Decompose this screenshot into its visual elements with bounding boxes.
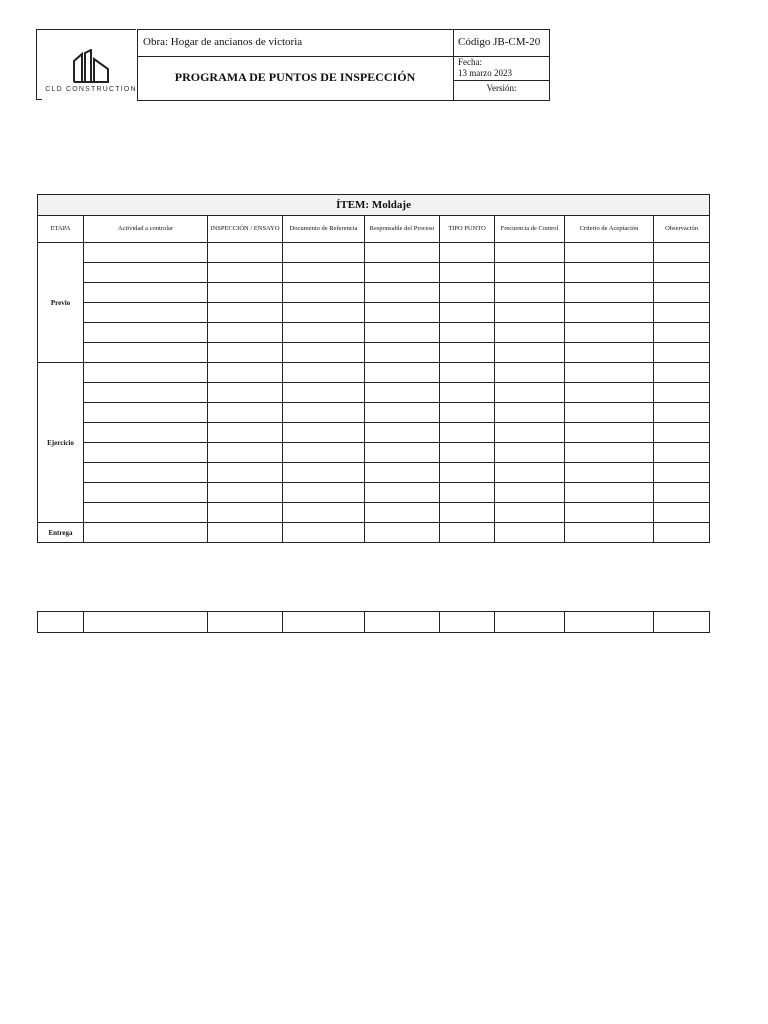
table-cell[interactable] bbox=[84, 403, 208, 423]
table-cell[interactable] bbox=[565, 403, 654, 423]
table-cell[interactable] bbox=[565, 363, 654, 383]
table-cell[interactable] bbox=[84, 423, 208, 443]
column-header: INSPECCIÓN / ENSAYO bbox=[208, 216, 283, 243]
table-cell[interactable] bbox=[565, 503, 654, 523]
table-cell[interactable] bbox=[495, 343, 565, 363]
column-header: Documento de Referencia bbox=[283, 216, 365, 243]
table-cell[interactable] bbox=[208, 363, 283, 383]
table-cell[interactable] bbox=[283, 483, 365, 503]
version-label: Versión: bbox=[486, 83, 517, 93]
table-cell[interactable] bbox=[440, 503, 495, 523]
table-cell[interactable] bbox=[208, 243, 283, 263]
table-cell[interactable] bbox=[208, 283, 283, 303]
logo-border-top bbox=[36, 29, 136, 30]
stage-label: Ejercicio bbox=[38, 363, 84, 523]
table-cell[interactable] bbox=[654, 403, 710, 423]
column-header: TIPO PUNTO bbox=[440, 216, 495, 243]
table-cell[interactable] bbox=[283, 283, 365, 303]
column-header: Frecuencia de Control bbox=[495, 216, 565, 243]
table-row bbox=[38, 403, 710, 423]
table-cell[interactable] bbox=[495, 243, 565, 263]
item-title: ÍTEM: Moldaje bbox=[38, 195, 710, 216]
table-cell[interactable] bbox=[208, 463, 283, 483]
table-cell[interactable] bbox=[208, 343, 283, 363]
table-cell[interactable] bbox=[654, 483, 710, 503]
table-cell[interactable] bbox=[84, 283, 208, 303]
table-cell[interactable] bbox=[565, 443, 654, 463]
table-cell[interactable] bbox=[365, 263, 440, 283]
column-header: ETAPA bbox=[38, 216, 84, 243]
blank-row bbox=[38, 612, 710, 633]
table-cell[interactable] bbox=[654, 323, 710, 343]
table-cell[interactable] bbox=[565, 483, 654, 503]
table-cell[interactable] bbox=[283, 243, 365, 263]
blank-cell[interactable] bbox=[365, 612, 440, 633]
table-cell[interactable] bbox=[654, 423, 710, 443]
header-divider bbox=[137, 56, 550, 57]
table-cell[interactable] bbox=[84, 483, 208, 503]
table-row bbox=[38, 283, 710, 303]
table-cell[interactable] bbox=[84, 443, 208, 463]
table-cell[interactable] bbox=[208, 323, 283, 343]
table-cell[interactable] bbox=[495, 483, 565, 503]
table-cell[interactable] bbox=[495, 283, 565, 303]
table-cell[interactable] bbox=[565, 243, 654, 263]
table-cell[interactable] bbox=[208, 523, 283, 543]
table-row bbox=[38, 323, 710, 343]
table-cell[interactable] bbox=[565, 383, 654, 403]
table-cell[interactable] bbox=[365, 443, 440, 463]
table-cell[interactable] bbox=[654, 343, 710, 363]
table-cell[interactable] bbox=[365, 423, 440, 443]
table-cell[interactable] bbox=[654, 363, 710, 383]
table-cell[interactable] bbox=[208, 443, 283, 463]
table-row bbox=[38, 423, 710, 443]
table-cell[interactable] bbox=[84, 383, 208, 403]
blank-cell[interactable] bbox=[283, 612, 365, 633]
table-cell[interactable] bbox=[84, 243, 208, 263]
table-cell[interactable] bbox=[440, 443, 495, 463]
table-row bbox=[38, 243, 710, 263]
table-cell[interactable] bbox=[654, 443, 710, 463]
blank-cell[interactable] bbox=[208, 612, 283, 633]
table-cell[interactable] bbox=[208, 423, 283, 443]
column-header-row bbox=[38, 216, 710, 243]
table-row bbox=[38, 343, 710, 363]
table-cell[interactable] bbox=[283, 403, 365, 423]
table-row bbox=[38, 303, 710, 323]
table-row bbox=[38, 523, 710, 543]
table-cell[interactable] bbox=[495, 263, 565, 283]
logo-border-bottom bbox=[36, 99, 42, 100]
table-cell[interactable] bbox=[654, 463, 710, 483]
blank-cell[interactable] bbox=[565, 612, 654, 633]
table-cell[interactable] bbox=[365, 523, 440, 543]
stage-label: Previo bbox=[38, 243, 84, 363]
table-cell[interactable] bbox=[440, 363, 495, 383]
column-header: Actividad a controlar bbox=[84, 216, 208, 243]
table-cell[interactable] bbox=[654, 283, 710, 303]
header-divider bbox=[453, 80, 550, 81]
table-cell[interactable] bbox=[283, 463, 365, 483]
table-cell[interactable] bbox=[283, 443, 365, 463]
table-cell[interactable] bbox=[654, 303, 710, 323]
table-cell[interactable] bbox=[365, 323, 440, 343]
table-cell[interactable] bbox=[440, 323, 495, 343]
house-logo-icon bbox=[72, 49, 110, 83]
column-header: Observación bbox=[654, 216, 710, 243]
table-cell[interactable] bbox=[565, 283, 654, 303]
table-cell[interactable] bbox=[495, 523, 565, 543]
table-cell[interactable] bbox=[495, 383, 565, 403]
stage-label: Entrega bbox=[38, 523, 84, 543]
table-cell[interactable] bbox=[84, 523, 208, 543]
table-cell[interactable] bbox=[283, 383, 365, 403]
table-cell[interactable] bbox=[565, 423, 654, 443]
table-cell[interactable] bbox=[495, 463, 565, 483]
table-row bbox=[38, 463, 710, 483]
table-cell[interactable] bbox=[440, 283, 495, 303]
table-cell[interactable] bbox=[654, 243, 710, 263]
codigo-label: Código JB-CM-20 bbox=[458, 36, 541, 48]
table-row bbox=[38, 483, 710, 503]
table-cell[interactable] bbox=[565, 263, 654, 283]
table-cell[interactable] bbox=[654, 503, 710, 523]
table-cell[interactable] bbox=[365, 483, 440, 503]
table-cell[interactable] bbox=[654, 523, 710, 543]
table-row bbox=[38, 503, 710, 523]
table-cell[interactable] bbox=[440, 343, 495, 363]
table-cell[interactable] bbox=[495, 363, 565, 383]
logo-border-left bbox=[36, 29, 37, 99]
table-cell[interactable] bbox=[283, 423, 365, 443]
table-cell[interactable] bbox=[365, 343, 440, 363]
table-cell[interactable] bbox=[440, 383, 495, 403]
table-cell[interactable] bbox=[365, 503, 440, 523]
table-cell[interactable] bbox=[84, 343, 208, 363]
table-cell[interactable] bbox=[283, 523, 365, 543]
table-cell[interactable] bbox=[208, 303, 283, 323]
table-row bbox=[38, 363, 710, 383]
table-cell[interactable] bbox=[440, 243, 495, 263]
table-cell[interactable] bbox=[654, 263, 710, 283]
table-cell[interactable] bbox=[440, 523, 495, 543]
fecha-value: 13 marzo 2023 bbox=[458, 68, 512, 78]
table-cell[interactable] bbox=[654, 383, 710, 403]
table-row bbox=[38, 383, 710, 403]
table-cell[interactable] bbox=[495, 303, 565, 323]
item-title-row bbox=[38, 195, 710, 216]
table-row bbox=[38, 263, 710, 283]
table-cell[interactable] bbox=[365, 243, 440, 263]
table-cell[interactable] bbox=[84, 303, 208, 323]
table-cell[interactable] bbox=[365, 383, 440, 403]
table-cell[interactable] bbox=[565, 463, 654, 483]
table-cell[interactable] bbox=[565, 303, 654, 323]
table-cell[interactable] bbox=[440, 463, 495, 483]
table-cell[interactable] bbox=[565, 343, 654, 363]
table-cell[interactable] bbox=[440, 423, 495, 443]
table-cell[interactable] bbox=[495, 443, 565, 463]
table-cell[interactable] bbox=[440, 263, 495, 283]
blank-cell[interactable] bbox=[495, 612, 565, 633]
table-cell[interactable] bbox=[84, 323, 208, 343]
table-cell[interactable] bbox=[495, 423, 565, 443]
table-cell[interactable] bbox=[208, 263, 283, 283]
table-cell[interactable] bbox=[208, 403, 283, 423]
table-cell[interactable] bbox=[208, 503, 283, 523]
table-cell[interactable] bbox=[565, 323, 654, 343]
fecha-label: Fecha: bbox=[458, 57, 482, 67]
table-cell[interactable] bbox=[365, 303, 440, 323]
table-cell[interactable] bbox=[283, 343, 365, 363]
table-cell[interactable] bbox=[440, 403, 495, 423]
table-cell[interactable] bbox=[440, 483, 495, 503]
blank-cell[interactable] bbox=[654, 612, 710, 633]
table-row bbox=[38, 443, 710, 463]
table-cell[interactable] bbox=[283, 263, 365, 283]
table-cell[interactable] bbox=[208, 483, 283, 503]
table-cell[interactable] bbox=[565, 523, 654, 543]
blank-cell[interactable] bbox=[440, 612, 495, 633]
table-cell[interactable] bbox=[440, 303, 495, 323]
table-cell[interactable] bbox=[495, 323, 565, 343]
table-cell[interactable] bbox=[365, 363, 440, 383]
column-header: Responsable del Proceso bbox=[365, 216, 440, 243]
table-cell[interactable] bbox=[365, 283, 440, 303]
inspection-table bbox=[37, 194, 710, 543]
obra-label: Obra: Hogar de ancianos de victoria bbox=[143, 36, 303, 48]
table-cell[interactable] bbox=[84, 503, 208, 523]
table-cell[interactable] bbox=[283, 363, 365, 383]
table-cell[interactable] bbox=[495, 503, 565, 523]
table-cell[interactable] bbox=[365, 463, 440, 483]
table-cell[interactable] bbox=[84, 363, 208, 383]
table-cell[interactable] bbox=[283, 503, 365, 523]
table-cell[interactable] bbox=[365, 403, 440, 423]
table-cell[interactable] bbox=[84, 463, 208, 483]
document-title: PROGRAMA DE PUNTOS DE INSPECCIÓN bbox=[174, 70, 416, 84]
table-cell[interactable] bbox=[84, 263, 208, 283]
column-header: Criterio de Aceptación bbox=[565, 216, 654, 243]
blank-cell[interactable] bbox=[38, 612, 84, 633]
table-cell[interactable] bbox=[283, 323, 365, 343]
blank-row-table bbox=[37, 611, 710, 633]
table-cell[interactable] bbox=[283, 303, 365, 323]
blank-cell[interactable] bbox=[84, 612, 208, 633]
logo-text: CLD CONSTRUCTION bbox=[45, 86, 137, 93]
table-cell[interactable] bbox=[208, 383, 283, 403]
table-cell[interactable] bbox=[495, 403, 565, 423]
